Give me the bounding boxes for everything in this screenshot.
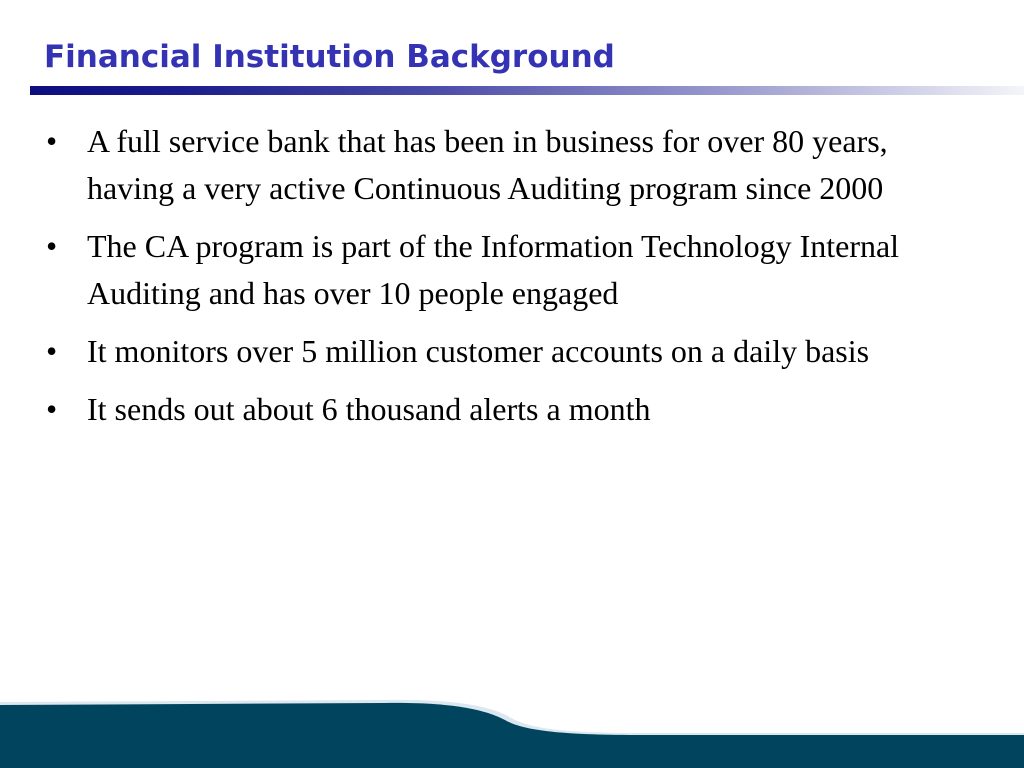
bullet-dot: • — [46, 123, 58, 159]
bullet-text: It sends out about 6 thousand alerts a month — [87, 391, 651, 427]
footer-wave-band — [0, 703, 1024, 768]
bullet-dot: • — [46, 333, 58, 369]
bullet-item — [44, 386, 904, 433]
footer-wave — [0, 690, 1024, 768]
bullet-item — [44, 118, 904, 212]
bullet-text: A full service bank that has been in business for over 80 years, having a very active Continuous Auditing program since 2000 — [87, 123, 888, 206]
bullet-item — [44, 328, 904, 375]
bullet-dot: • — [46, 228, 58, 264]
bullet-item — [44, 223, 904, 317]
title-underline-bar — [30, 86, 1024, 95]
bullet-text: It monitors over 5 million customer accounts on a daily basis — [87, 333, 870, 369]
bullet-list — [44, 118, 904, 444]
bullet-text: The CA program is part of the Information Technology Internal Auditing and has over 10 people engaged — [87, 228, 900, 311]
bullet-dot: • — [46, 391, 58, 427]
slide-title: Financial Institution Background — [44, 39, 615, 75]
